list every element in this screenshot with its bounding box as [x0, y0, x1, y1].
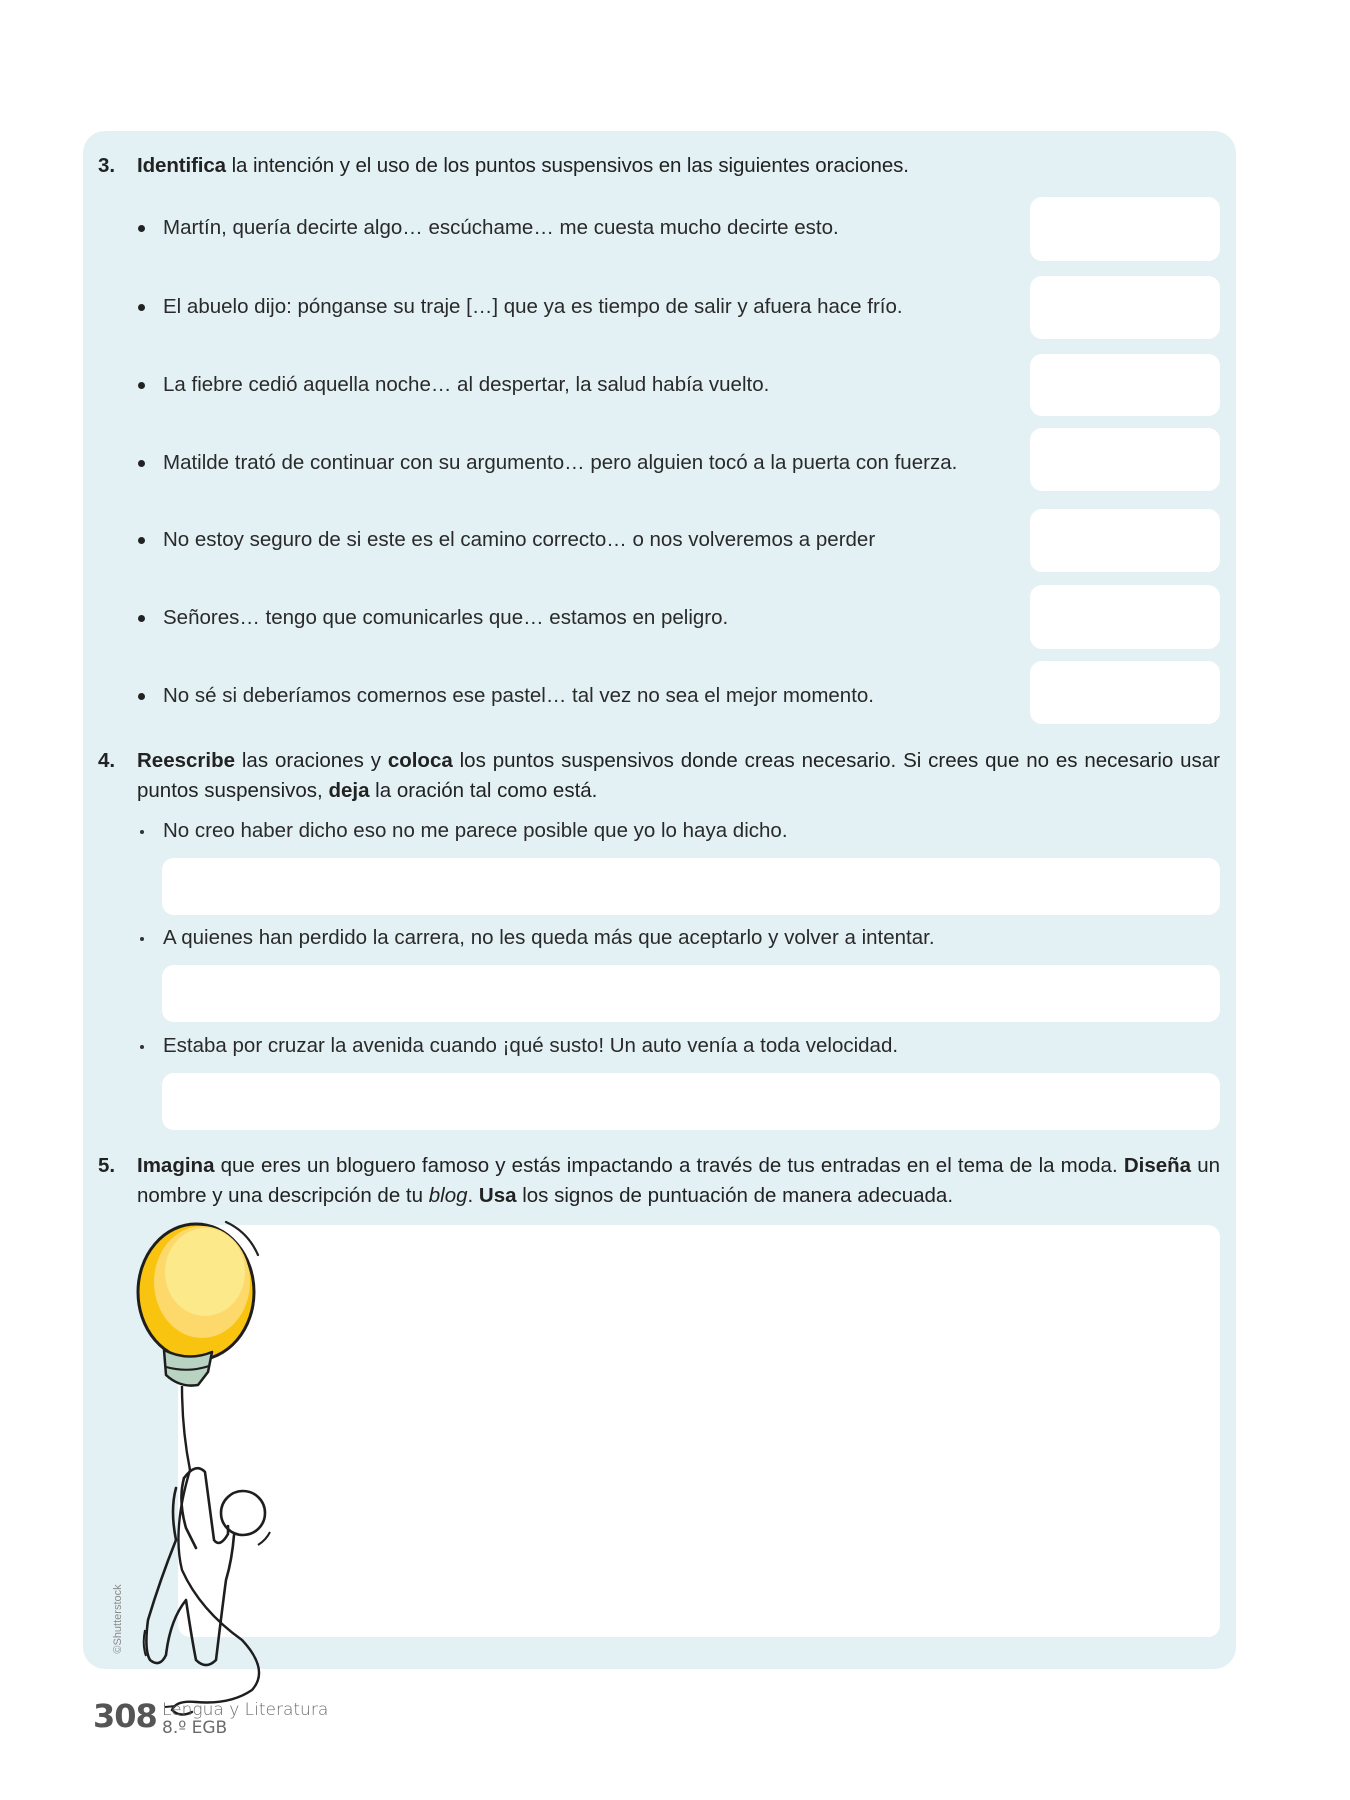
sentence-text: No creo haber dicho eso no me parece posible que yo lo haya dicho. — [163, 819, 788, 842]
exercise-5-verb-usa: Usa — [478, 1184, 517, 1207]
exercise-4-verb-reescribe: Reescribe — [137, 749, 236, 772]
exercise-5-instruction: Imagina que eres un bloguero famoso y estás impactando a través de tus entradas en el tema de la moda. Diseña un nombre y una descripción de tu blog. Usa los signos de puntuación de manera adecuada. — [137, 1154, 1220, 1207]
sentence-text: Matilde trató de continuar con su argumento… pero alguien tocó a la puerta con fuerza. — [163, 451, 958, 474]
sentence-text: Martín, quería decirte algo… escúchame… me cuesta mucho decirte esto. — [163, 216, 839, 239]
bullet-icon — [138, 537, 145, 544]
sentence-text: A quienes han perdido la carrera, no les queda más que aceptarlo y volver a intentar. — [163, 926, 935, 949]
bullet-icon — [138, 382, 145, 389]
bullet-icon — [138, 304, 145, 311]
footer-grade: 8.º EGB — [162, 1718, 228, 1738]
bullet-icon — [140, 830, 144, 834]
exercise-4-number: 4. — [98, 749, 116, 772]
exercise-4-verb-coloca: coloca — [387, 749, 453, 772]
bullet-icon — [138, 460, 145, 467]
sentence-text: No estoy seguro de si este es el camino correcto… o nos volveremos a perder — [163, 528, 876, 551]
answer-box[interactable] — [1030, 276, 1220, 339]
bullet-icon — [140, 1045, 144, 1049]
sentence-text: La fiebre cedió aquella noche… al despertar, la salud había vuelto. — [163, 373, 770, 396]
answer-box[interactable] — [1030, 509, 1220, 572]
image-credit: ©Shutterstock — [112, 1584, 124, 1654]
bullet-icon — [138, 693, 145, 700]
blog-answer-box[interactable] — [178, 1225, 1220, 1637]
sentence-text: Señores… tengo que comunicarles que… estamos en peligro. — [163, 606, 729, 629]
answer-box[interactable] — [1030, 585, 1220, 649]
exercise-3-verb: Identifica — [137, 154, 226, 177]
exercise-4-verb-deja: deja — [328, 779, 370, 802]
rewrite-answer-box[interactable] — [162, 965, 1220, 1022]
sentence-text: No sé si deberíamos comernos ese pastel… tal vez no sea el mejor momento. — [163, 684, 874, 707]
exercise-4-instruction: Reescribe las oraciones y coloca los puntos suspensivos donde creas necesario. Si crees que no es necesario usar puntos suspensivos, deja la oración tal como está. — [137, 749, 1221, 802]
bullet-icon — [138, 225, 145, 232]
footer-subject: Lengua y Literatura — [162, 1700, 329, 1720]
exercise-5-number: 5. — [98, 1154, 116, 1177]
answer-box[interactable] — [1030, 428, 1220, 491]
answer-box[interactable] — [1030, 354, 1220, 416]
exercise-5-verb-disena: Diseña — [1123, 1154, 1192, 1177]
bullet-icon — [138, 615, 145, 622]
sentence-text: Estaba por cruzar la avenida cuando ¡qué susto! Un auto venía a toda velocidad. — [163, 1034, 899, 1057]
exercise-5-verb-imagina: Imagina — [137, 1154, 215, 1177]
exercise-3-number: 3. — [98, 154, 116, 177]
sentence-text: El abuelo dijo: pónganse su traje […] que ya es tiempo de salir y afuera hace frío. — [163, 295, 903, 318]
page-number: 308 — [93, 1697, 157, 1735]
rewrite-answer-box[interactable] — [162, 1073, 1220, 1130]
answer-box[interactable] — [1030, 197, 1220, 261]
rewrite-answer-box[interactable] — [162, 858, 1220, 915]
exercise-3-instruction: Identifica la intención y el uso de los puntos suspensivos en las siguientes oraciones. — [137, 154, 909, 177]
answer-box[interactable] — [1030, 661, 1220, 724]
bullet-icon — [140, 937, 144, 941]
